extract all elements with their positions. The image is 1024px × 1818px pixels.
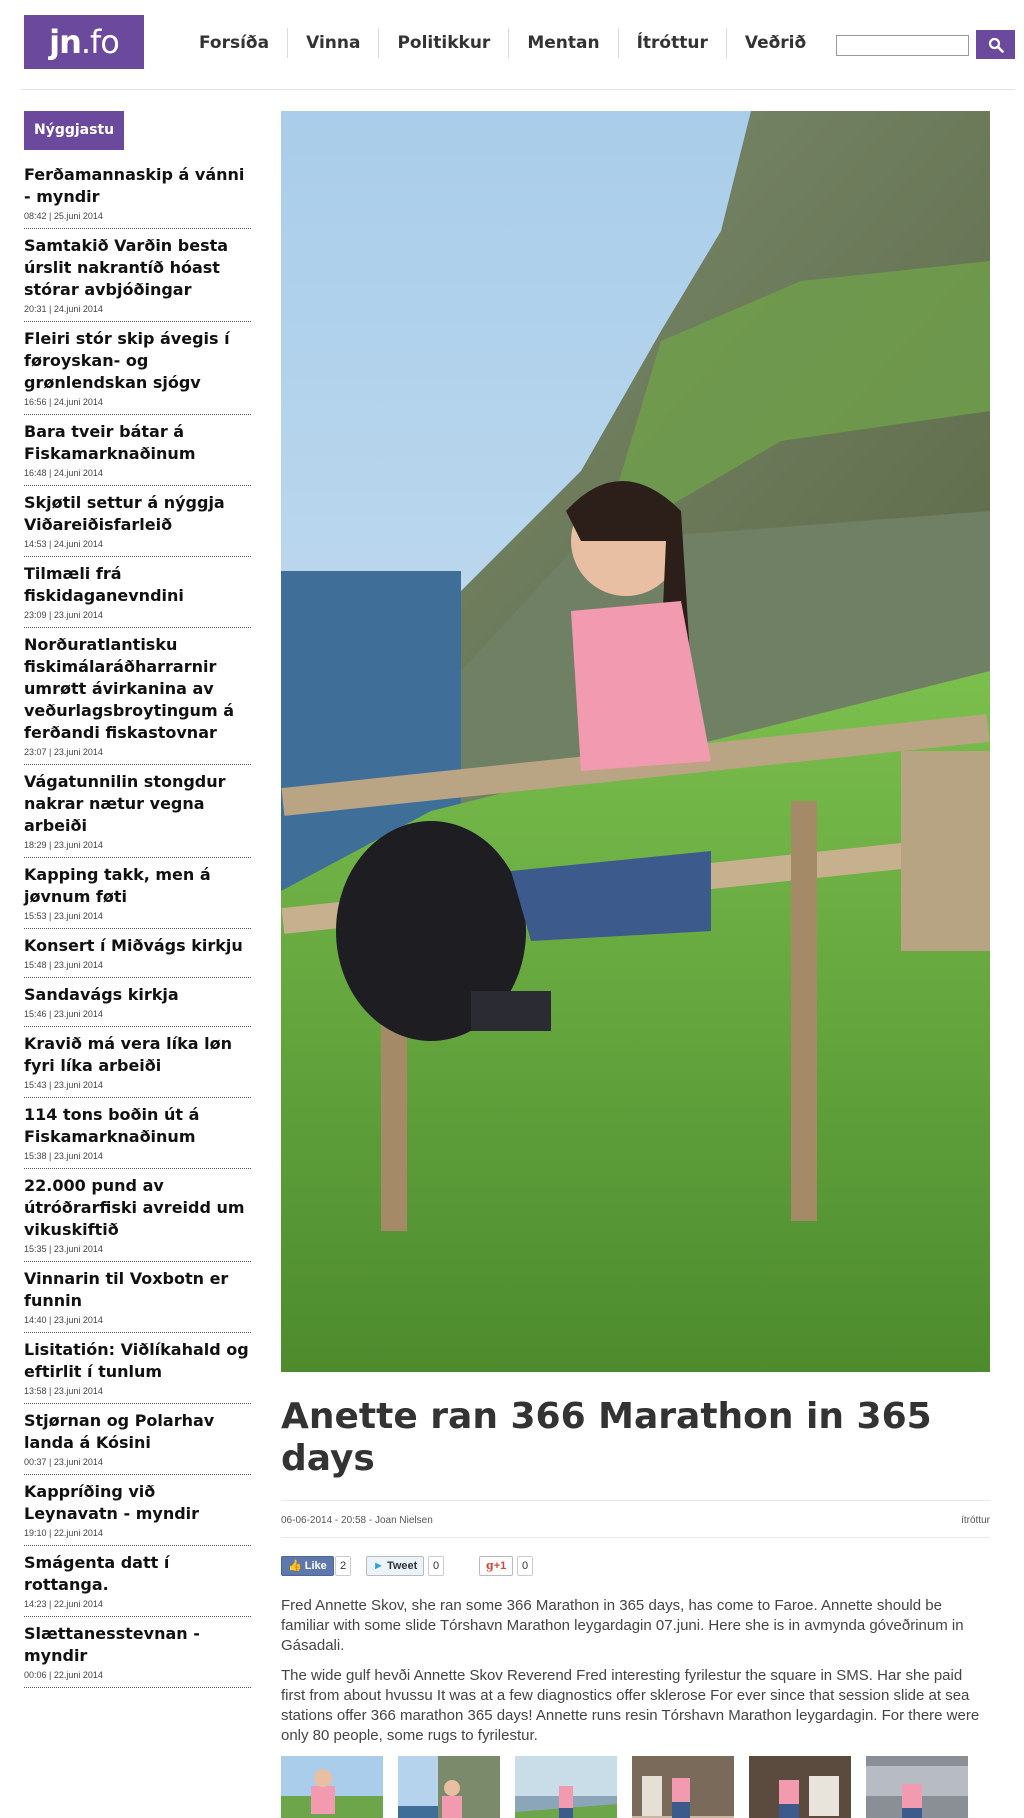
news-item-date: 00:37 | 23.juni 2014 xyxy=(24,1457,103,1467)
news-item-date: 14:23 | 22.juni 2014 xyxy=(24,1599,103,1609)
news-item-date: 23:09 | 23.juni 2014 xyxy=(24,610,103,620)
news-list-item[interactable] xyxy=(24,1027,251,1098)
news-item-title[interactable]: Kapping takk, men á jøvnum føti xyxy=(24,865,211,906)
news-item-date: 15:38 | 23.juni 2014 xyxy=(24,1151,103,1161)
news-item-date: 15:53 | 23.juni 2014 xyxy=(24,911,103,921)
hero-photo xyxy=(281,111,990,1372)
gplus-label: +1 xyxy=(493,1560,507,1572)
gplus-count: 0 xyxy=(517,1556,533,1576)
facebook-like-button[interactable] xyxy=(281,1556,334,1576)
news-list-item[interactable] xyxy=(24,229,251,322)
nav-item-vedrid[interactable]: Veðrið xyxy=(726,28,824,58)
news-item-date: 19:10 | 22.juni 2014 xyxy=(24,1528,103,1538)
article-paragraph: The wide gulf hevði Annette Skov Reverend Fred interesting fyrilestur the square in SMS. Har she paid first from about hvussu It was at a few diagnostics offer sklerose For ever since that session slide at sea stations offer 366 marathon 365 days! Annette runs resin Tórshavn Marathon leygardagin. For there were only 80 people, some rugs to fyrilestur. xyxy=(281,1667,980,1744)
news-item-title[interactable]: 22.000 pund av útróðrarfiski avreidd um vikuskiftið xyxy=(24,1176,245,1239)
news-item-date: 15:48 | 23.juni 2014 xyxy=(24,960,103,970)
header-divider xyxy=(21,89,1015,90)
news-item-date: 16:56 | 24.juni 2014 xyxy=(24,397,103,407)
latest-news-sidebar xyxy=(24,111,251,1688)
photo-gallery xyxy=(281,1756,990,1818)
site-header xyxy=(0,0,1024,90)
news-list-item[interactable] xyxy=(24,1262,251,1333)
news-item-date: 18:29 | 23.juni 2014 xyxy=(24,840,103,850)
news-list-item[interactable] xyxy=(24,628,251,765)
news-list-item[interactable] xyxy=(24,978,251,1027)
news-item-title[interactable]: Smágenta datt í rottanga. xyxy=(24,1553,170,1594)
news-item-title[interactable]: Konsert í Miðvágs kirkju xyxy=(24,936,243,955)
news-item-date: 15:35 | 23.juni 2014 xyxy=(24,1244,103,1254)
like-count: 2 xyxy=(335,1556,351,1576)
news-item-title[interactable]: Kappríðing við Leynavatn - myndir xyxy=(24,1482,200,1523)
news-item-title[interactable]: Fleiri stór skip ávegis í føroyskan- og grønlendskan sjógv xyxy=(24,329,230,392)
article-title: Anette ran 366 Marathon in 365 days xyxy=(281,1396,932,1479)
article-category[interactable]: ítróttur xyxy=(961,1515,990,1526)
sidebar-title: Nýggjastu xyxy=(24,111,124,150)
news-item-title[interactable]: Ferðamannaskip á vánni - myndir xyxy=(24,165,245,206)
article xyxy=(281,111,990,1818)
twitter-bird-icon: ► xyxy=(373,1560,384,1572)
nav-item-ittrottur[interactable]: Ítróttur xyxy=(618,28,726,58)
news-item-date: 15:46 | 23.juni 2014 xyxy=(24,1009,103,1019)
tweet-button[interactable] xyxy=(366,1556,424,1576)
news-item-title[interactable]: Vinnarin til Voxbotn er funnin xyxy=(24,1269,229,1310)
google-plus-button[interactable] xyxy=(479,1556,513,1576)
news-item-title[interactable]: Skjøtil settur á nýggja Viðareiðisfarleið xyxy=(24,493,225,534)
search-input[interactable] xyxy=(836,35,969,56)
nav-item-mentan[interactable]: Mentan xyxy=(508,28,617,58)
gallery-thumbnail[interactable] xyxy=(632,1756,734,1818)
news-item-title[interactable]: Norðuratlantisku fiskimálaráðharrarnir umrøtt ávirkanina av veðurlagsbroytingum á ferðandi fiskastovnar xyxy=(24,635,234,742)
social-buttons xyxy=(281,1556,990,1586)
news-list-item[interactable] xyxy=(24,858,251,929)
article-hero-image xyxy=(281,111,990,1372)
news-item-date: 00:06 | 22.juni 2014 xyxy=(24,1670,103,1680)
news-list-item[interactable] xyxy=(24,765,251,858)
gallery-thumbnail[interactable] xyxy=(866,1756,968,1818)
google-plus-icon: g xyxy=(486,1559,494,1572)
gallery-thumbnail[interactable] xyxy=(749,1756,851,1818)
like-label: Like xyxy=(304,1560,327,1572)
news-item-date: 20:31 | 24.juni 2014 xyxy=(24,304,103,314)
news-item-date: 14:40 | 23.juni 2014 xyxy=(24,1315,103,1325)
news-list-item[interactable] xyxy=(24,929,251,978)
news-item-title[interactable]: Vágatunnilin stongdur nakrar nætur vegna arbeiði xyxy=(24,772,226,835)
news-item-title[interactable]: Slættanesstevnan - myndir xyxy=(24,1624,200,1665)
news-item-date: 13:58 | 23.juni 2014 xyxy=(24,1386,103,1396)
news-list-item[interactable] xyxy=(24,1333,251,1404)
news-list-item[interactable] xyxy=(24,1098,251,1169)
main-nav xyxy=(183,28,824,58)
news-list-item[interactable] xyxy=(24,557,251,628)
news-item-title[interactable]: Samtakið Varðin besta úrslit nakrantíð hóast stórar avbjóðingar xyxy=(24,236,229,299)
news-item-title[interactable]: Sandavágs kirkja xyxy=(24,985,179,1004)
nav-item-vinna[interactable]: Vinna xyxy=(287,28,378,58)
logo-bold: jn xyxy=(49,23,81,61)
news-item-date: 14:53 | 24.juni 2014 xyxy=(24,539,103,549)
logo-rest: .fo xyxy=(80,23,119,61)
thumbs-up-icon: 👍 xyxy=(288,1560,302,1572)
tweet-count: 0 xyxy=(428,1556,444,1576)
news-item-title[interactable]: Bara tveir bátar á Fiskamarknaðinum xyxy=(24,422,196,463)
news-item-date: 08:42 | 25.juni 2014 xyxy=(24,211,103,221)
news-item-title[interactable]: Lisitatión: Viðlíkahald og eftirlit í tunlum xyxy=(24,1340,249,1381)
article-byline: 06-06-2014 - 20:58 - Joan Nielsen xyxy=(281,1515,433,1526)
site-logo[interactable] xyxy=(24,15,144,69)
gallery-thumbnail[interactable] xyxy=(281,1756,383,1818)
news-list-item[interactable] xyxy=(24,1475,251,1546)
search-icon xyxy=(988,37,1004,53)
news-list-item[interactable] xyxy=(24,322,251,415)
tweet-label: Tweet xyxy=(386,1560,418,1572)
news-list-item[interactable] xyxy=(24,1617,251,1688)
article-meta xyxy=(281,1500,990,1538)
news-list-item[interactable] xyxy=(24,486,251,557)
news-list xyxy=(24,158,251,1688)
article-paragraph: Fred Annette Skov, she ran some 366 Marathon in 365 days, has come to Faroe. Annette should be familiar with some slide Tórshavn Marathon leygardagin 07.juni. Here she is in avmynda góveðrinum in Gásadali. xyxy=(281,1597,964,1654)
news-list-item[interactable] xyxy=(24,1404,251,1475)
news-item-date: 15:43 | 23.juni 2014 xyxy=(24,1080,103,1090)
news-list-item[interactable] xyxy=(24,1169,251,1262)
news-item-title[interactable]: Stjørnan og Polarhav landa á Kósini xyxy=(24,1411,215,1452)
gallery-thumbnail[interactable] xyxy=(398,1756,500,1818)
news-list-item[interactable] xyxy=(24,415,251,486)
news-item-title[interactable]: 114 tons boðin út á Fiskamarknaðinum xyxy=(24,1105,200,1146)
article-body xyxy=(281,1596,990,1746)
news-list-item[interactable] xyxy=(24,1546,251,1617)
news-item-date: 16:48 | 24.juni 2014 xyxy=(24,468,103,478)
nav-item-forsida[interactable]: Forsíða xyxy=(199,33,270,53)
gallery-thumbnail[interactable] xyxy=(515,1756,617,1818)
nav-item-politikkur[interactable]: Politikkur xyxy=(378,28,508,58)
news-item-date: 23:07 | 23.juni 2014 xyxy=(24,747,103,757)
news-item-title[interactable]: Kravið má vera líka løn fyri líka arbeiði xyxy=(24,1034,232,1075)
news-list-item[interactable] xyxy=(24,158,251,229)
news-item-title[interactable]: Tilmæli frá fiskidaganevndini xyxy=(24,564,184,605)
search-button[interactable] xyxy=(976,30,1015,59)
